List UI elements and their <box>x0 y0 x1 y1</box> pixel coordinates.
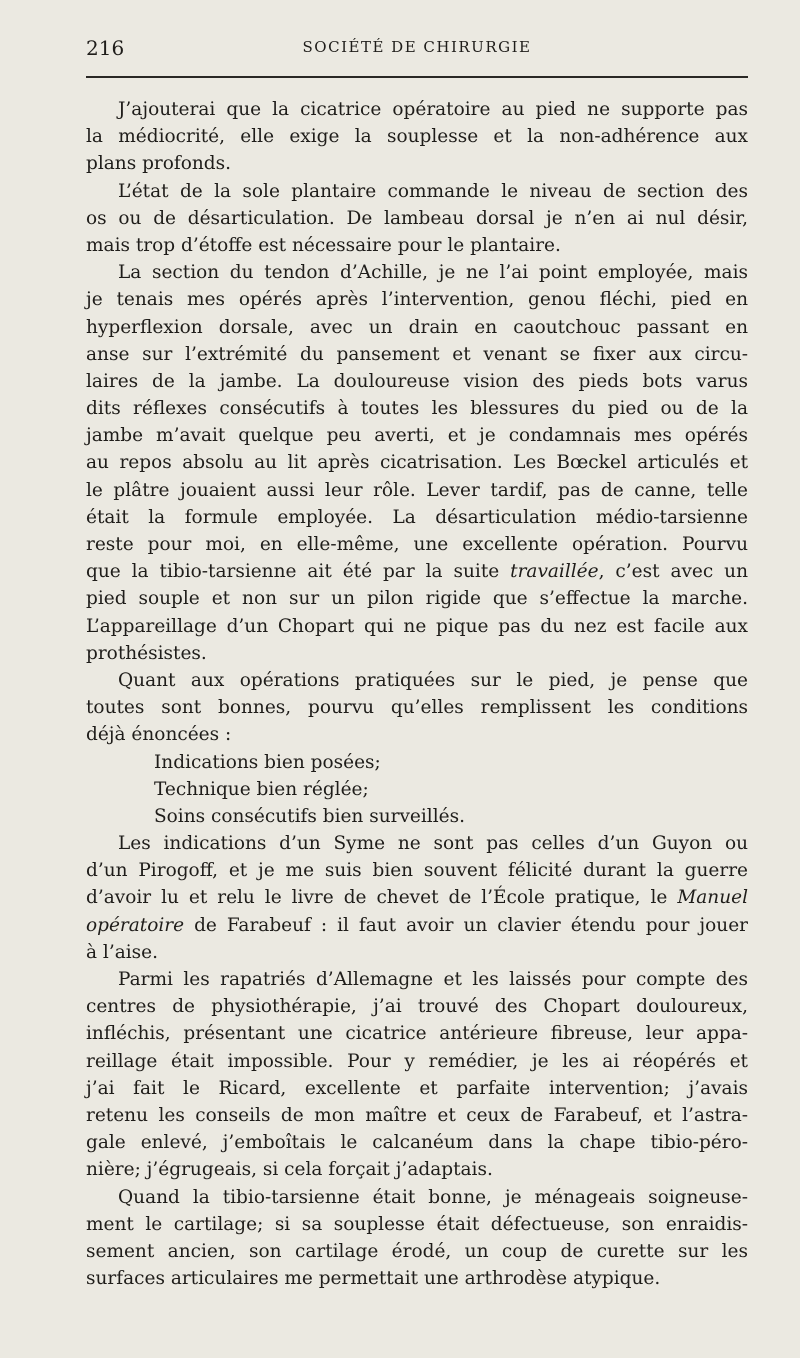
text-line: La section du tendon d’Achille, je ne l’ai point employée, mais <box>118 262 748 284</box>
page-header <box>86 34 748 60</box>
header-rule <box>86 76 748 78</box>
text-line: os ou de désarticulation. De lambeau dorsal je n’en ai nul désir, <box>86 207 748 229</box>
text-line: opératoire de Farabeuf : il faut avoir un clavier étendu pour jouer <box>86 914 748 936</box>
text-line: pied souple et non sur un pilon rigide que s’effectue la marche. <box>86 588 748 610</box>
text-line: le plâtre jouaient aussi leur rôle. Lever tardif, pas de canne, telle <box>86 479 748 501</box>
text-line: la médiocrité, elle exige la souplesse et la non-adhérence aux <box>86 126 748 148</box>
text-line: L’état de la sole plantaire commande le niveau de section des <box>118 180 748 202</box>
text-line: Parmi les rapatriés d’Allemagne et les laissés pour compte des <box>118 969 748 990</box>
text-line: laires de la jambe. La douloureuse vision des pieds bots varus <box>86 370 748 392</box>
text-line: retenu les conseils de mon maître et ceux de Farabeuf, et l’astra- <box>86 1104 748 1126</box>
text-line: que la tibio-tarsienne ait été par la suite travaillée, c’est avec un <box>86 561 748 583</box>
text-line: reste pour moi, en elle-même, une excellente opération. Pourvu <box>86 534 748 555</box>
text-line: hyperflexion dorsale, avec un drain en caoutchouc passant en <box>86 316 748 338</box>
text-line: j’ai fait le Ricard, excellente et parfaite intervention; j’avais <box>86 1077 748 1099</box>
body-text <box>86 96 748 1292</box>
text-line: centres de physiothérapie, j’ai trouvé des Chopart douloureux, <box>86 996 748 1018</box>
text-line: était la formule employée. La désarticulation médio-tarsienne <box>86 506 748 528</box>
text-line: dits réflexes consécutifs à toutes les blessures du pied ou de la <box>86 398 748 420</box>
text-line: je tenais mes opérés après l’intervention, genou fléchi, pied en <box>86 289 748 311</box>
text-line: infléchis, présentant une cicatrice antérieure fibreuse, leur appa- <box>86 1023 748 1045</box>
text-line: J’ajouterai que la cicatrice opératoire au pied ne supporte pas <box>118 99 748 120</box>
text-line: d’un Pirogoff, et je me suis bien souvent félicité durant la guerre <box>86 860 748 882</box>
page-number: 216 <box>86 36 125 60</box>
text-line: d’avoir lu et relu le livre de chevet de l’École pratique, le Manuel <box>86 887 748 909</box>
running-title: SOCIÉTÉ DE CHIRURGIE <box>302 38 532 56</box>
text-line: prothésistes. <box>86 642 207 664</box>
text-line: nière; j’égrugeais, si cela forçait j’adaptais. <box>86 1159 493 1181</box>
text-line: ment le cartilage; si sa souplesse était défectueuse, son enraidis- <box>86 1213 748 1235</box>
text-line: reillage était impossible. Pour y remédier, je les ai réopérés et <box>86 1050 748 1072</box>
text-line: jambe m’avait quelque peu averti, et je condamnais mes opérés <box>86 425 748 447</box>
text-line: surfaces articulaires me permettait une arthrodèse atypique. <box>86 1268 661 1290</box>
text-line: Quand la tibio-tarsienne était bonne, je ménageais soigneuse- <box>118 1186 748 1208</box>
text-line: au repos absolu au lit après cicatrisation. Les Bœckel articulés et <box>86 452 748 474</box>
text-line: Indications bien posées; <box>154 751 381 773</box>
text-line: à l’aise. <box>86 941 158 963</box>
text-line: Les indications d’un Syme ne sont pas celles d’un Guyon ou <box>118 833 748 855</box>
text-line: toutes sont bonnes, pourvu qu’elles remplissent les conditions <box>86 697 748 719</box>
text-line: déjà énoncées : <box>86 724 232 746</box>
text-line: Technique bien réglée; <box>154 778 369 800</box>
text-line: anse sur l’extrémité du pansement et venant se fixer aux circu- <box>86 343 748 365</box>
text-line: sement ancien, son cartilage érodé, un coup de curette sur les <box>86 1240 748 1262</box>
text-line: mais trop d’étoffe est nécessaire pour le plantaire. <box>86 234 561 256</box>
text-line: gale enlevé, j’emboîtais le calcanéum dans la chape tibio-péro- <box>86 1132 748 1154</box>
text-line: Soins consécutifs bien surveillés. <box>154 805 465 827</box>
text-line: L’appareillage d’un Chopart qui ne pique pas du nez est facile aux <box>86 615 748 637</box>
text-line: plans profonds. <box>86 153 232 175</box>
text-line: Quant aux opérations pratiquées sur le pied, je pense que <box>118 669 748 691</box>
